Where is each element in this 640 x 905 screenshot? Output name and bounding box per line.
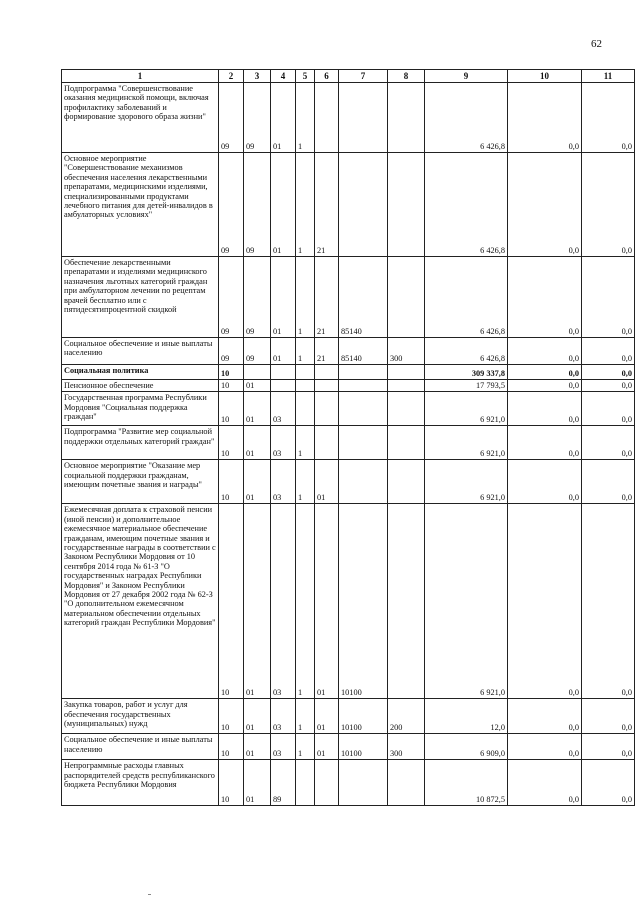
row-value-cell: 01 xyxy=(315,504,339,699)
row-value-cell: 0,0 xyxy=(582,83,635,153)
row-value-cell: 09 xyxy=(244,83,271,153)
row-value-cell: 09 xyxy=(244,338,271,365)
row-value-cell: 0,0 xyxy=(508,365,582,380)
row-value-cell xyxy=(271,365,296,380)
row-value-cell xyxy=(388,760,425,806)
row-value-cell: 0,0 xyxy=(508,426,582,460)
row-value-cell: 0,0 xyxy=(582,734,635,760)
row-value-cell: 6 921,0 xyxy=(425,426,508,460)
row-value-cell: 0,0 xyxy=(508,338,582,365)
row-value-cell: 0,0 xyxy=(582,380,635,392)
row-name-cell: Закупка товаров, работ и услуг для обеспечения государственных (муниципальных) нужд xyxy=(62,699,219,734)
row-value-cell: 01 xyxy=(244,380,271,392)
row-value-cell: 10 xyxy=(219,380,244,392)
row-value-cell: 10 xyxy=(219,734,244,760)
row-value-cell: 0,0 xyxy=(582,460,635,504)
row-value-cell: 0,0 xyxy=(508,153,582,257)
row-value-cell: 1 xyxy=(296,426,315,460)
column-header: 1 xyxy=(62,70,219,83)
row-value-cell xyxy=(339,380,388,392)
table-row xyxy=(62,380,635,392)
row-value-cell: 01 xyxy=(271,153,296,257)
column-header: 8 xyxy=(388,70,425,83)
budget-table xyxy=(61,69,635,806)
row-value-cell: 300 xyxy=(388,734,425,760)
row-value-cell: 09 xyxy=(219,83,244,153)
table-row xyxy=(62,257,635,338)
column-header: 7 xyxy=(339,70,388,83)
row-value-cell: 01 xyxy=(244,504,271,699)
row-value-cell xyxy=(388,153,425,257)
row-value-cell: 03 xyxy=(271,460,296,504)
row-name-cell: Ежемесячная доплата к страховой пенсии (иной пенсии) и дополнительное ежемесячное материальное обеспечение гражданам, имеющим почетные звания и государственные награды в соответствии с Законом Республики Мордовия от 10 сентября 2014 года № 61-З "О государственных наградах Республики Мордовия" и Законом Республики Мордовия от 27 декабря 2002 года № 62-З "О дополнительном ежемесячном материальном обеспечении отдельных категорий граждан Республики Мордовия" xyxy=(62,504,219,699)
row-value-cell xyxy=(388,257,425,338)
row-value-cell: 12,0 xyxy=(425,699,508,734)
row-name-cell: Непрограммные расходы главных распорядителей средств республиканского бюджета Республики Мордовия xyxy=(62,760,219,806)
row-value-cell: 01 xyxy=(271,338,296,365)
row-value-cell: 0,0 xyxy=(508,460,582,504)
row-value-cell: 01 xyxy=(315,699,339,734)
scan-mark xyxy=(148,894,151,895)
row-value-cell: 0,0 xyxy=(508,504,582,699)
row-value-cell: 01 xyxy=(244,760,271,806)
row-value-cell xyxy=(315,365,339,380)
row-value-cell xyxy=(296,392,315,426)
row-value-cell: 09 xyxy=(219,338,244,365)
row-value-cell: 10 xyxy=(219,760,244,806)
row-value-cell: 0,0 xyxy=(508,257,582,338)
row-value-cell: 10 xyxy=(219,699,244,734)
column-header: 11 xyxy=(582,70,635,83)
row-value-cell: 03 xyxy=(271,426,296,460)
table-row xyxy=(62,392,635,426)
row-value-cell: 200 xyxy=(388,699,425,734)
row-value-cell: 0,0 xyxy=(582,257,635,338)
row-value-cell xyxy=(388,380,425,392)
table-row xyxy=(62,83,635,153)
row-value-cell: 1 xyxy=(296,338,315,365)
row-value-cell: 01 xyxy=(315,734,339,760)
row-value-cell xyxy=(339,760,388,806)
row-value-cell: 6 921,0 xyxy=(425,504,508,699)
row-value-cell: 10100 xyxy=(339,699,388,734)
row-value-cell: 0,0 xyxy=(582,426,635,460)
row-value-cell: 0,0 xyxy=(508,392,582,426)
row-value-cell: 03 xyxy=(271,734,296,760)
row-name-cell: Пенсионное обеспечение xyxy=(62,380,219,392)
row-value-cell: 1 xyxy=(296,734,315,760)
table-row xyxy=(62,338,635,365)
row-name-cell: Государственная программа Республики Мордовия "Социальная поддержка граждан" xyxy=(62,392,219,426)
row-value-cell xyxy=(315,380,339,392)
row-name-cell: Подпрограмма "Совершенствование оказания медицинской помощи, включая профилактику заболеваний и формирование здорового образа жизни" xyxy=(62,83,219,153)
row-value-cell: 309 337,8 xyxy=(425,365,508,380)
row-value-cell: 85140 xyxy=(339,257,388,338)
row-value-cell: 03 xyxy=(271,392,296,426)
column-header: 4 xyxy=(271,70,296,83)
row-value-cell: 6 909,0 xyxy=(425,734,508,760)
row-value-cell xyxy=(339,153,388,257)
column-header: 9 xyxy=(425,70,508,83)
row-value-cell xyxy=(244,365,271,380)
row-value-cell: 0,0 xyxy=(582,504,635,699)
row-value-cell xyxy=(271,380,296,392)
row-value-cell: 85140 xyxy=(339,338,388,365)
row-value-cell: 09 xyxy=(244,153,271,257)
row-value-cell: 10 xyxy=(219,504,244,699)
row-value-cell: 01 xyxy=(244,460,271,504)
row-value-cell xyxy=(315,392,339,426)
row-value-cell: 09 xyxy=(219,257,244,338)
row-value-cell xyxy=(388,392,425,426)
row-value-cell: 03 xyxy=(271,504,296,699)
row-value-cell xyxy=(315,760,339,806)
row-name-cell: Основное мероприятие "Совершенствование механизмов обеспечения населения лекарственными препаратами, медицинскими изделиями, специализированными продуктами лечебного питания для детей-инвалидов в амбулаторных условиях" xyxy=(62,153,219,257)
row-value-cell: 0,0 xyxy=(582,699,635,734)
row-value-cell: 6 426,8 xyxy=(425,257,508,338)
row-value-cell xyxy=(388,83,425,153)
row-value-cell: 1 xyxy=(296,83,315,153)
row-value-cell xyxy=(315,426,339,460)
row-value-cell: 01 xyxy=(244,734,271,760)
row-value-cell xyxy=(339,365,388,380)
row-value-cell xyxy=(388,365,425,380)
row-value-cell: 6 921,0 xyxy=(425,460,508,504)
row-value-cell: 10 xyxy=(219,365,244,380)
row-value-cell: 01 xyxy=(271,83,296,153)
row-value-cell: 6 426,8 xyxy=(425,83,508,153)
row-value-cell xyxy=(388,504,425,699)
row-value-cell: 03 xyxy=(271,699,296,734)
table-row xyxy=(62,426,635,460)
row-value-cell: 0,0 xyxy=(508,699,582,734)
row-name-cell: Социальное обеспечение и иные выплаты населению xyxy=(62,734,219,760)
row-value-cell: 1 xyxy=(296,257,315,338)
row-value-cell xyxy=(339,460,388,504)
table-row xyxy=(62,504,635,699)
row-value-cell: 0,0 xyxy=(582,338,635,365)
row-value-cell: 6 426,8 xyxy=(425,153,508,257)
row-value-cell: 10100 xyxy=(339,504,388,699)
row-value-cell: 01 xyxy=(244,426,271,460)
row-value-cell: 300 xyxy=(388,338,425,365)
row-value-cell: 10 xyxy=(219,426,244,460)
table-row xyxy=(62,734,635,760)
row-value-cell: 17 793,5 xyxy=(425,380,508,392)
row-value-cell: 09 xyxy=(244,257,271,338)
row-value-cell: 1 xyxy=(296,504,315,699)
row-value-cell: 0,0 xyxy=(582,760,635,806)
row-value-cell: 01 xyxy=(271,257,296,338)
row-value-cell xyxy=(339,83,388,153)
row-name-cell: Социальное обеспечение и иные выплаты населению xyxy=(62,338,219,365)
row-value-cell: 0,0 xyxy=(508,380,582,392)
row-value-cell: 01 xyxy=(315,460,339,504)
header-row xyxy=(62,70,635,83)
row-value-cell: 1 xyxy=(296,460,315,504)
row-name-cell: Обеспечение лекарственными препаратами и изделиями медицинского назначения льготных категорий граждан при амбулаторном лечении по рецептам врачей бесплатно или с пятидесятипроцентной скидкой xyxy=(62,257,219,338)
row-value-cell xyxy=(296,380,315,392)
table-row xyxy=(62,460,635,504)
column-header: 10 xyxy=(508,70,582,83)
column-header: 3 xyxy=(244,70,271,83)
row-value-cell: 21 xyxy=(315,338,339,365)
table-row xyxy=(62,153,635,257)
row-name-cell: Социальная политика xyxy=(62,365,219,380)
page-number: 62 xyxy=(591,38,602,50)
row-value-cell: 0,0 xyxy=(582,153,635,257)
row-value-cell: 10 xyxy=(219,460,244,504)
row-value-cell: 10 872,5 xyxy=(425,760,508,806)
row-value-cell: 6 426,8 xyxy=(425,338,508,365)
row-value-cell: 0,0 xyxy=(508,760,582,806)
row-value-cell: 10100 xyxy=(339,734,388,760)
row-value-cell xyxy=(339,392,388,426)
row-value-cell xyxy=(339,426,388,460)
table-row xyxy=(62,760,635,806)
row-value-cell: 6 921,0 xyxy=(425,392,508,426)
row-value-cell xyxy=(296,760,315,806)
row-value-cell: 0,0 xyxy=(508,83,582,153)
row-value-cell: 0,0 xyxy=(582,392,635,426)
row-value-cell: 01 xyxy=(244,699,271,734)
table-row xyxy=(62,699,635,734)
row-value-cell: 1 xyxy=(296,153,315,257)
row-value-cell: 10 xyxy=(219,392,244,426)
row-name-cell: Подпрограмма "Развитие мер социальной поддержки отдельных категорий граждан" xyxy=(62,426,219,460)
row-value-cell: 89 xyxy=(271,760,296,806)
row-name-cell: Основное мероприятие "Оказание мер социальной поддержки гражданам, имеющим почетные звания и награды" xyxy=(62,460,219,504)
column-header: 6 xyxy=(315,70,339,83)
row-value-cell: 0,0 xyxy=(508,734,582,760)
column-header: 2 xyxy=(219,70,244,83)
row-value-cell: 01 xyxy=(244,392,271,426)
row-value-cell: 21 xyxy=(315,153,339,257)
row-value-cell: 1 xyxy=(296,699,315,734)
row-value-cell xyxy=(388,426,425,460)
row-value-cell: 0,0 xyxy=(582,365,635,380)
column-header: 5 xyxy=(296,70,315,83)
row-value-cell xyxy=(296,365,315,380)
table-body xyxy=(62,83,635,806)
table-row xyxy=(62,365,635,380)
row-value-cell xyxy=(315,83,339,153)
row-value-cell: 21 xyxy=(315,257,339,338)
row-value-cell: 09 xyxy=(219,153,244,257)
row-value-cell xyxy=(388,460,425,504)
